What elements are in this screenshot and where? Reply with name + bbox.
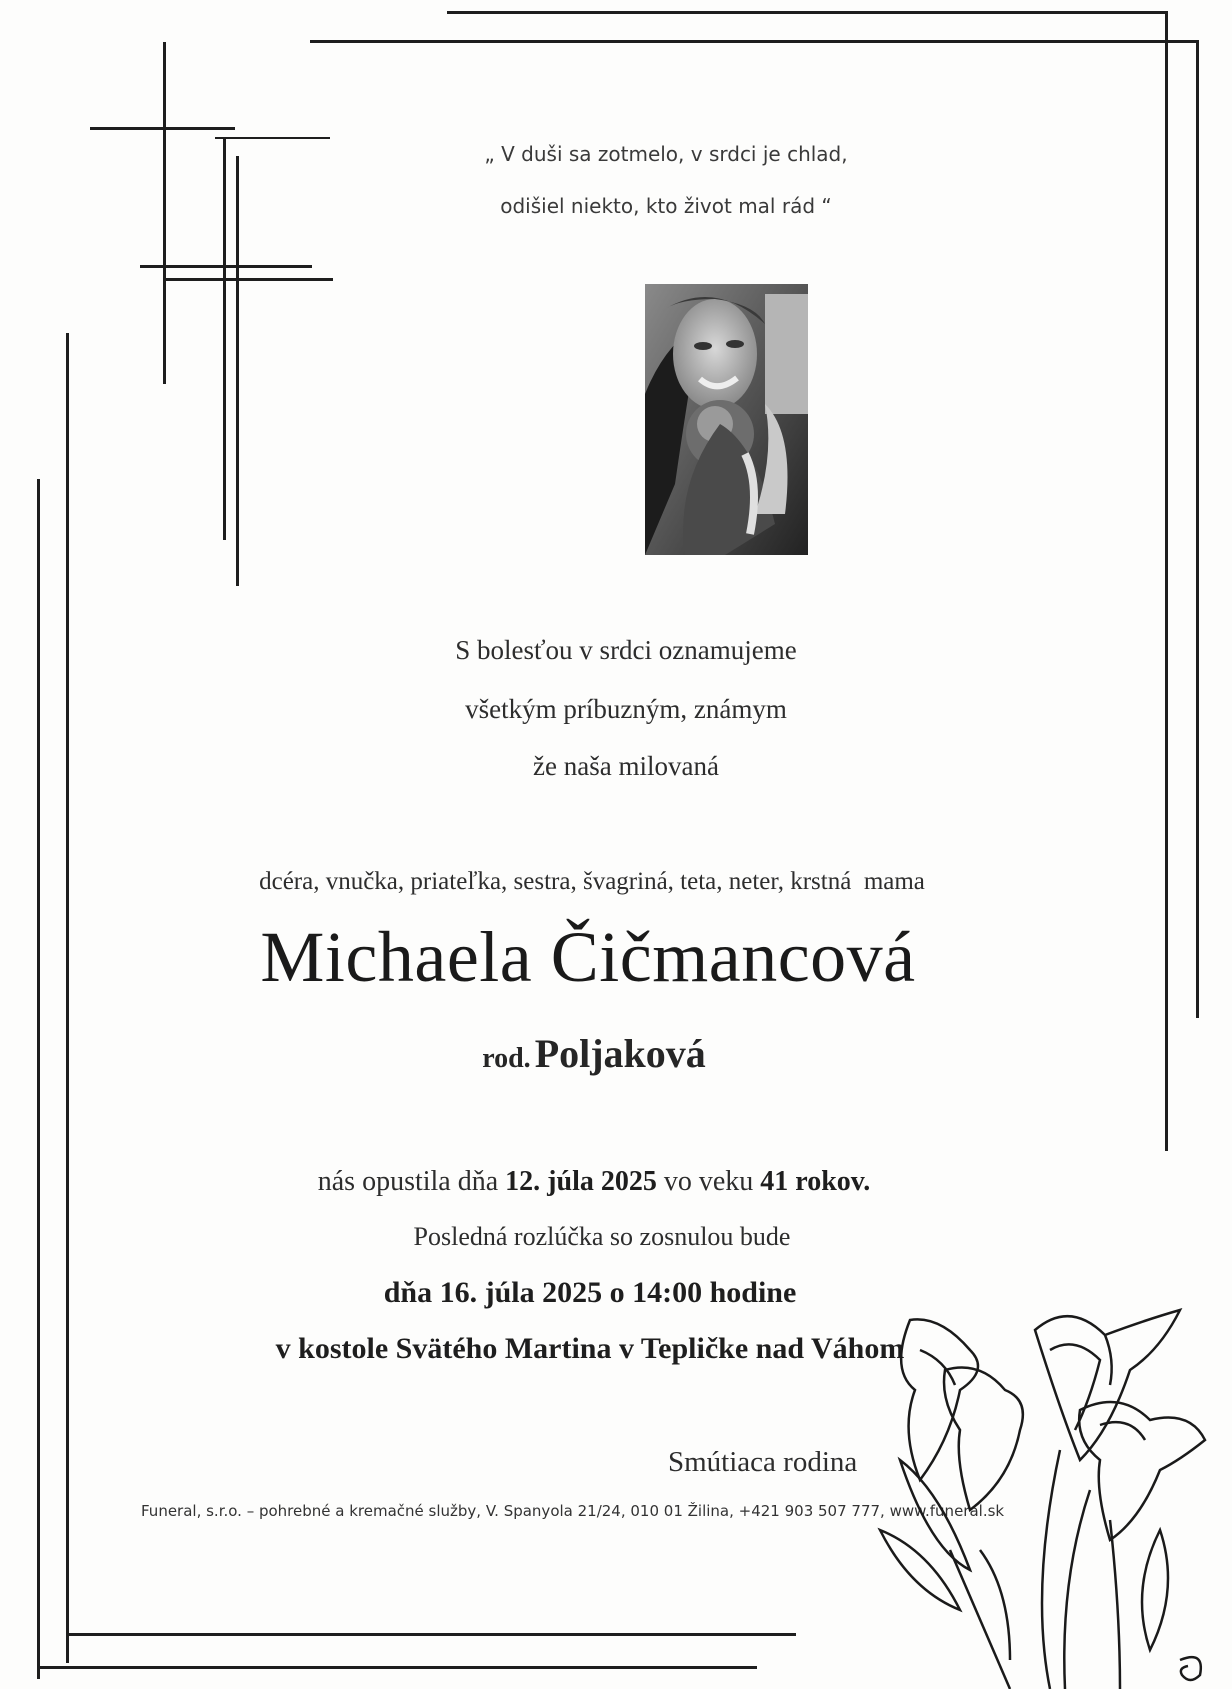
frame-bottom-line-2: [37, 1666, 757, 1669]
frame-top-line-1: [447, 11, 1167, 14]
cross-horizontal-2: [140, 265, 312, 268]
maiden-label: rod.: [482, 1043, 531, 1074]
cross-horizontal-3: [165, 278, 333, 281]
calla-lily-icon: [860, 1290, 1232, 1689]
frame-top-line-2: [310, 40, 1198, 43]
death-prefix: nás opustila dňa: [317, 1166, 499, 1197]
cross-vertical-3: [236, 156, 239, 586]
portrait-photo: [645, 284, 808, 555]
deceased-name: Michaela Čičmancová: [260, 917, 916, 997]
farewell-datetime: dňa 16. júla 2025 o 14:00 hodine: [383, 1276, 797, 1309]
quote-line-2: odišiel niekto, kto život mal rád “: [500, 194, 832, 218]
maiden-name-line: [0, 1030, 1210, 1077]
signature: Smútiaca rodina: [668, 1446, 858, 1478]
death-date: 12. júla 2025: [505, 1166, 657, 1197]
quote-line-1: „ V duši sa zotmelo, v srdci je chlad,: [484, 142, 848, 166]
maiden-name: Poljaková: [534, 1031, 706, 1076]
cross-horizontal-1: [90, 127, 235, 130]
death-line: [0, 1166, 1210, 1198]
announcement-line-1: S bolesťou v srdci oznamujeme: [455, 635, 797, 665]
death-middle: vo veku: [663, 1166, 754, 1197]
farewell-intro: Posledná rozlúčka so zosnulou bude: [413, 1222, 791, 1251]
cross-horizontal-1b: [215, 137, 330, 139]
announcement-line-3: že naša milovaná: [533, 751, 719, 781]
portrait-photo-icon: [645, 284, 808, 555]
relations-line: dcéra, vnučka, priateľka, sestra, švagriná, teta, neter, krstná mama: [259, 868, 925, 895]
announcement-line-2: všetkým príbuzným, známym: [465, 694, 787, 724]
frame-bottom-line-1: [66, 1633, 796, 1636]
farewell-place: v kostole Svätého Martina v Tepličke nad Váhom: [275, 1332, 905, 1365]
footer-company-info: Funeral, s.r.o. – pohrebné a kremačné služby, V. Spanyola 21/24, 010 01 Žilina, +421 903 507 777, www.funeral.sk: [141, 1502, 1005, 1520]
death-age: 41 rokov.: [760, 1166, 871, 1197]
